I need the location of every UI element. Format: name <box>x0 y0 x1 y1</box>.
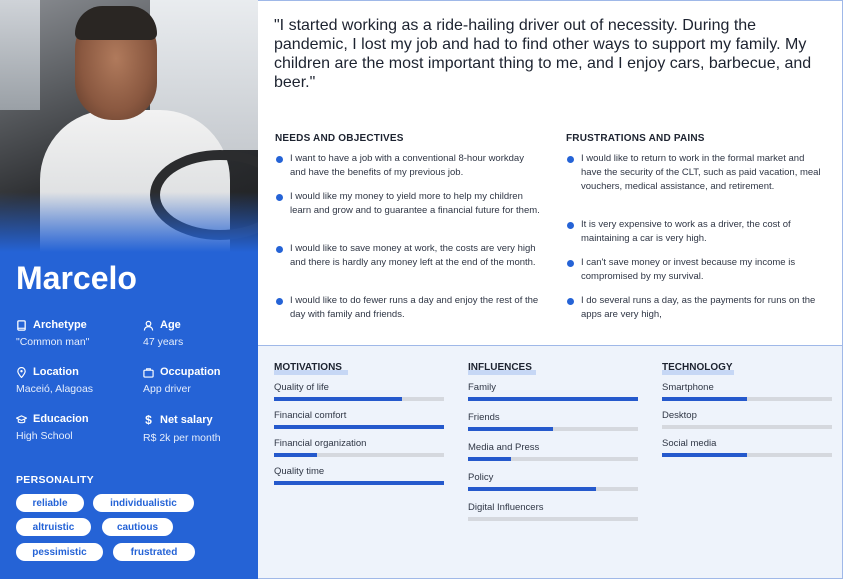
frustrations-item: It is very expensive to work as a driver, the cost of maintaining a car is very high. <box>581 218 826 246</box>
frustrations-item: I would like to return to work in the formal market and have the security of the CLT, such as paid vacation, meal vouchers, medical assistance, and retirement. <box>581 152 826 194</box>
location-pin-icon <box>16 367 27 378</box>
influences-label: Digital Influencers <box>468 502 544 513</box>
motivations-bar-fill <box>274 425 444 429</box>
needs-item: I would like my money to yield more to help my children learn and grow and to guarantee a financial future for them. <box>290 190 540 218</box>
info-value: High School <box>16 430 73 442</box>
motivations-bar-fill <box>274 397 402 401</box>
info-age <box>143 319 183 348</box>
influences-bar-fill <box>468 487 596 491</box>
needs-title: NEEDS AND OBJECTIVES <box>275 133 404 144</box>
info-label: Location <box>33 366 79 378</box>
motivations-bar <box>274 425 444 429</box>
info-label: Occupation <box>160 366 221 378</box>
info-label: Net salary <box>160 414 213 426</box>
trait-pill: individualistic <box>93 494 194 512</box>
motivations-bar-fill <box>274 453 317 457</box>
technology-bar <box>662 453 832 457</box>
technology-title: TECHNOLOGY <box>662 362 733 373</box>
influences-title: INFLUENCES <box>468 362 532 373</box>
info-label: Age <box>160 319 181 331</box>
influences-bar <box>468 517 638 521</box>
info-location <box>16 366 93 395</box>
info-occupation <box>143 366 221 395</box>
trait-pill: altruistic <box>16 518 91 536</box>
needs-item: I would like to do fewer runs a day and enjoy the rest of the day with family and friends. <box>290 294 540 322</box>
personality-title: PERSONALITY <box>16 474 94 486</box>
influences-bar <box>468 487 638 491</box>
profile-photo <box>0 0 258 252</box>
persona-name: Marcelo <box>16 260 137 296</box>
influences-bar-fill <box>468 427 553 431</box>
info-value: R$ 2k per month <box>143 432 221 444</box>
technology-bar-fill <box>662 453 747 457</box>
motivations-bar <box>274 397 444 401</box>
influences-bar-fill <box>468 457 511 461</box>
motivations-label: Financial comfort <box>274 410 347 421</box>
motivations-bar <box>274 481 444 485</box>
influences-label: Policy <box>468 472 494 483</box>
info-value: App driver <box>143 383 191 395</box>
influences-label: Family <box>468 382 496 393</box>
briefcase-icon <box>143 367 154 378</box>
persona-quote: "I started working as a ride-hailing driver out of necessity. During the pandemic, I lost my job and had to find other ways to support my family. My children are the most important thing to me, and I enjoy cars, barbecue, and beer." <box>274 17 812 91</box>
frustrations-item: I do several runs a day, as the payments for runs on the apps are very high, <box>581 294 826 322</box>
technology-label: Smartphone <box>662 382 714 393</box>
frustrations-title: FRUSTRATIONS AND PAINS <box>566 133 705 144</box>
trait-pill: reliable <box>16 494 84 512</box>
book-icon <box>16 320 27 331</box>
technology-label: Desktop <box>662 410 697 421</box>
technology-bar <box>662 425 832 429</box>
technology-bar <box>662 397 832 401</box>
dollar-icon: $ <box>145 413 152 427</box>
influences-bar <box>468 457 638 461</box>
influences-bar <box>468 427 638 431</box>
info-salary <box>143 413 221 444</box>
motivations-bar-fill <box>274 481 444 485</box>
needs-item: I would like to save money at work, the costs are very high and there is hardly any money left at the end of the month. <box>290 242 540 270</box>
motivations-title: MOTIVATIONS <box>274 362 342 373</box>
technology-bar-fill <box>662 397 747 401</box>
graduation-cap-icon <box>16 414 27 425</box>
trait-pill: cautious <box>102 518 173 536</box>
motivations-label: Quality of life <box>274 382 329 393</box>
motivations-bar <box>274 453 444 457</box>
info-value: "Common man" <box>16 336 90 348</box>
needs-item: I want to have a job with a conventional 8-hour workday and have the benefits of my previous job. <box>290 152 540 180</box>
user-icon <box>143 320 154 331</box>
info-value: 47 years <box>143 336 184 348</box>
influences-label: Friends <box>468 412 500 423</box>
influences-bar-fill <box>468 397 638 401</box>
info-education <box>16 413 89 442</box>
frustrations-item: I can't save money or invest because my income is compromised by my survival. <box>581 256 826 284</box>
motivations-label: Quality time <box>274 466 325 477</box>
info-value: Maceió, Alagoas <box>16 383 94 395</box>
trait-pill: pessimistic <box>16 543 103 561</box>
info-archetype <box>16 319 89 348</box>
influences-bar <box>468 397 638 401</box>
motivations-label: Financial organization <box>274 438 367 449</box>
technology-label: Social media <box>662 438 717 449</box>
info-label: Archetype <box>33 319 87 331</box>
profile-panel <box>0 0 258 579</box>
influences-label: Media and Press <box>468 442 540 453</box>
ratings-panel <box>258 346 843 579</box>
info-label: Educacion <box>33 413 89 425</box>
trait-pill: frustrated <box>113 543 195 561</box>
